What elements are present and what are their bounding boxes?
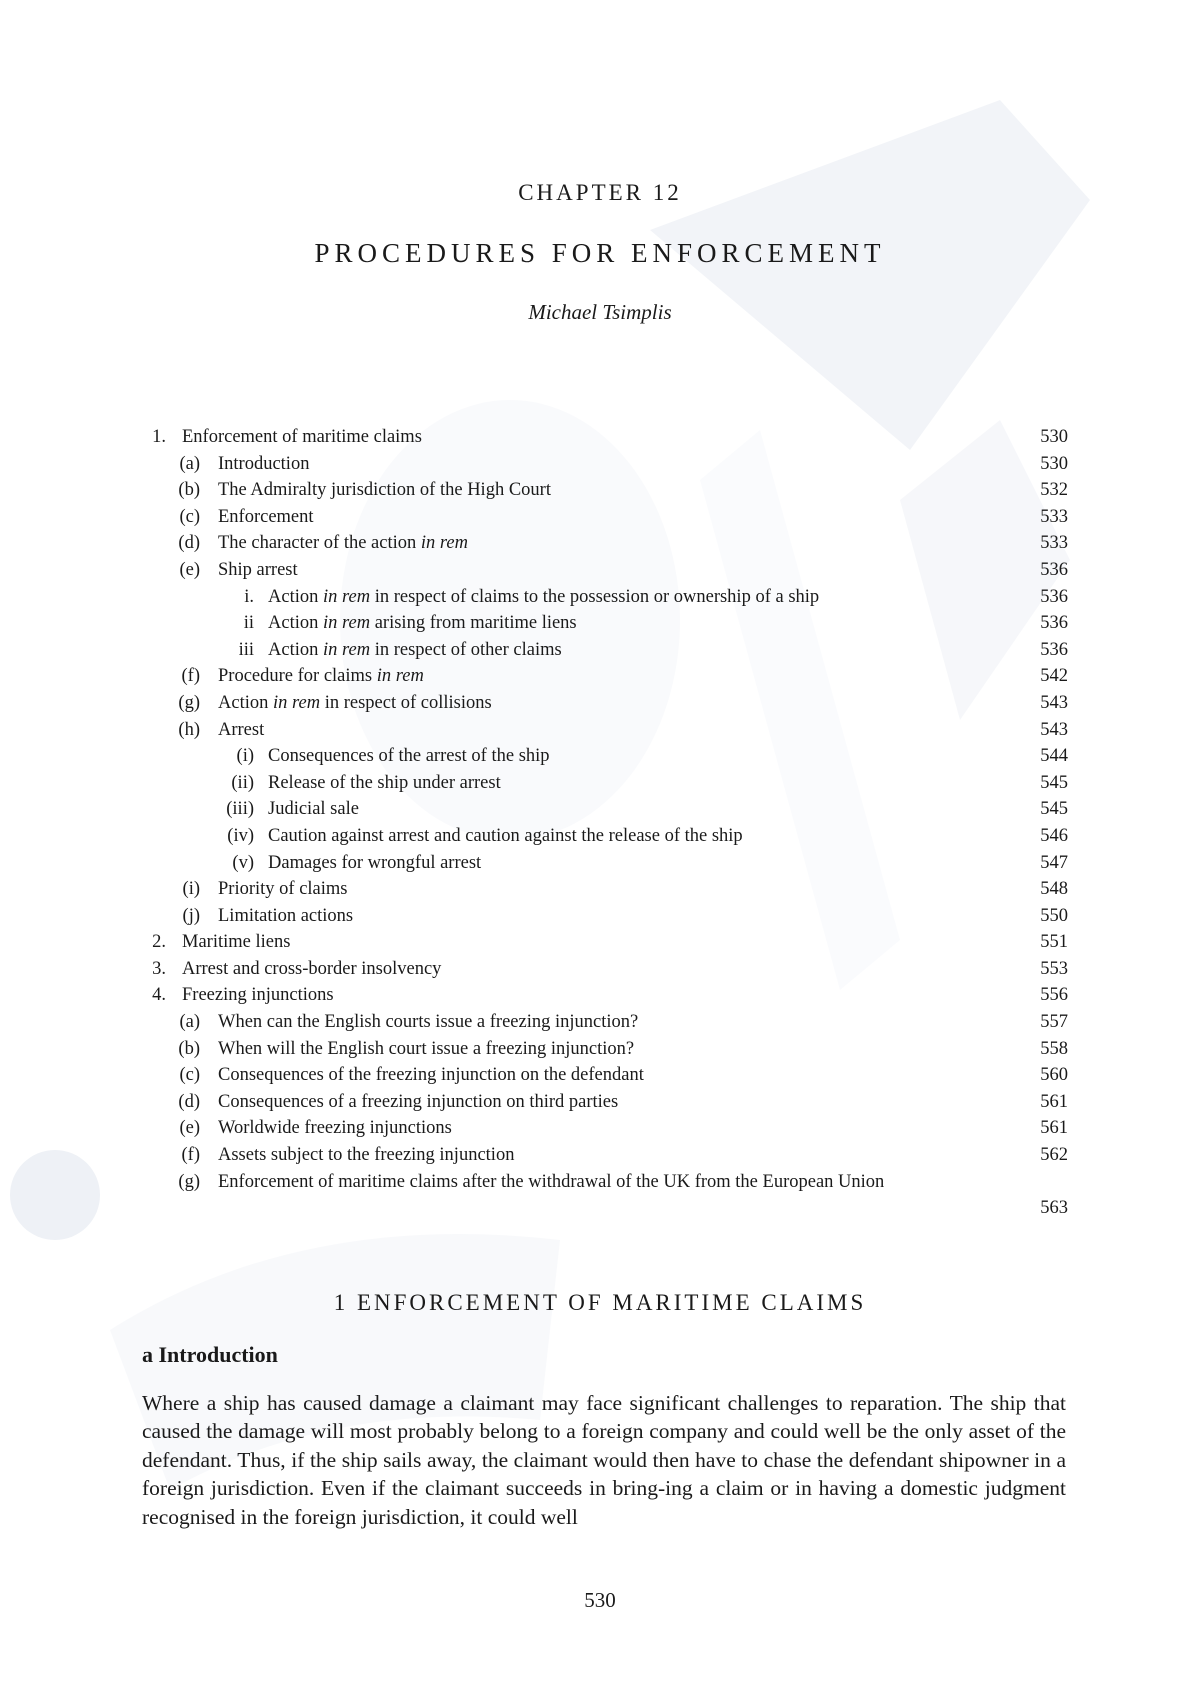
chapter-title: PROCEDURES FOR ENFORCEMENT	[314, 238, 886, 268]
toc-entry-page: 530	[1040, 427, 1068, 447]
toc-entry-title: Enforcement of maritime claims	[182, 427, 422, 447]
toc-entry-italic: in rem	[376, 666, 424, 687]
toc-entry	[0, 451, 1200, 478]
toc-entry-number: (f)	[181, 1145, 200, 1166]
toc-entry	[0, 424, 1200, 451]
toc-entry	[0, 504, 1200, 531]
toc-entry-number: 4.	[152, 985, 166, 1006]
toc-entry-title: Introduction	[218, 453, 310, 474]
toc-entry-number: (iv)	[227, 825, 254, 846]
toc-entry-title: Arrest	[218, 719, 265, 740]
toc-entry-title: Ship arrest	[218, 559, 298, 580]
toc-entry-title: Enforcement	[218, 506, 314, 527]
toc-entry-number: (c)	[179, 506, 200, 527]
toc-entry-page: 557	[1040, 1012, 1068, 1033]
toc-entry	[0, 530, 1200, 557]
toc-entry-title: Enforcement of maritime claims after the withdrawal of the UK from the European Union	[218, 1171, 885, 1192]
toc-entry-title: When will the English court issue a freezing injunction?	[218, 1038, 635, 1059]
toc-entry	[0, 929, 1200, 956]
toc-entry-page: 558	[1040, 1038, 1068, 1059]
toc-entry	[0, 717, 1200, 744]
toc-entry-number: (b)	[178, 480, 200, 501]
sub-heading: a Introduction	[142, 1342, 278, 1367]
toc-entry-title: Limitation actions	[218, 905, 354, 926]
chapter-label: CHAPTER 12	[518, 180, 682, 205]
toc-entry-title: Action in rem in respect of claims to the possession or ownership of a ship	[268, 586, 820, 607]
toc-entry	[0, 770, 1200, 797]
toc-entry	[0, 637, 1200, 664]
table-of-contents	[0, 424, 1200, 1222]
toc-entry-page: 533	[1040, 506, 1068, 527]
toc-entry-title: Judicial sale	[268, 799, 359, 820]
toc-entry	[0, 610, 1200, 637]
toc-entry-number: (a)	[179, 453, 200, 474]
toc-entry-page: 536	[1040, 613, 1068, 634]
toc-entry-number: 3.	[152, 958, 166, 979]
toc-entry-number: iii	[238, 639, 254, 660]
toc-entry-page: 533	[1040, 533, 1068, 554]
toc-entry-italic: in rem	[322, 613, 371, 634]
toc-entry-page: 546	[1040, 825, 1068, 846]
toc-entry-page: 536	[1040, 559, 1068, 580]
toc-entry	[0, 584, 1200, 611]
toc-entry-title: Action in rem in respect of other claims	[268, 639, 562, 660]
toc-entry-title: Maritime liens	[182, 932, 291, 953]
toc-entry-number: (a)	[179, 1012, 200, 1033]
toc-entry-title: Worldwide freezing injunctions	[218, 1118, 452, 1139]
body-paragraph: Where a ship has caused damage a claimant may face significant challenges to reparation. The ship that caused the damage will most probably belong to a foreign company and could well be the only asset of the defendant. Thus, if the ship sails away, the claimant would then have to chase the defendant shipowner in a foreign jurisdiction. Even if the claimant succeeds in bring-ing a claim or in having a domestic judgment recognised in the foreign jurisdiction, it could well	[142, 1391, 1066, 1529]
toc-entry	[0, 1089, 1200, 1116]
toc-entry-number: (d)	[178, 533, 200, 554]
toc-entry-italic: in rem	[322, 586, 371, 607]
toc-entry-title: Assets subject to the freezing injunction	[218, 1145, 515, 1166]
toc-entry-page: 561	[1040, 1118, 1068, 1139]
toc-entry	[0, 982, 1200, 1009]
toc-entry-title: Caution against arrest and caution against the release of the ship	[268, 825, 743, 846]
toc-entry-number: 1.	[152, 427, 166, 447]
toc-entry-italic: in rem	[420, 533, 468, 554]
toc-entry	[0, 743, 1200, 770]
toc-entry-title: Action in rem arising from maritime liens	[268, 613, 577, 634]
toc-entry-title: Priority of claims	[218, 879, 348, 900]
toc-entry	[0, 850, 1200, 877]
toc-entry-page: 530	[1040, 453, 1068, 474]
toc-entry-italic: in rem	[322, 639, 371, 660]
toc-entry-number: (j)	[182, 905, 200, 926]
toc-entry	[0, 823, 1200, 850]
toc-entry-title: Consequences of the freezing injunction on the defendant	[218, 1065, 644, 1086]
toc-entry-title: Action in rem in respect of collisions	[218, 692, 492, 713]
toc-entry-page: 551	[1040, 932, 1068, 953]
section-heading: 1 ENFORCEMENT OF MARITIME CLAIMS	[333, 1290, 867, 1315]
toc-entry-page: 543	[1040, 719, 1068, 740]
toc-entry-number: (v)	[232, 852, 254, 873]
toc-entry-title: Consequences of a freezing injunction on third parties	[218, 1091, 619, 1112]
toc-entry-title: Damages for wrongful arrest	[268, 852, 482, 873]
toc-entry-number: (e)	[179, 559, 200, 580]
toc-entry	[0, 1169, 1200, 1222]
toc-entry	[0, 1142, 1200, 1169]
toc-entry-title: Procedure for claims in rem	[218, 666, 424, 687]
toc-entry-page: 553	[1040, 958, 1068, 979]
toc-entry-number: (g)	[178, 1171, 200, 1192]
toc-entry	[0, 1062, 1200, 1089]
toc-entry	[0, 796, 1200, 823]
toc-entry-title: Arrest and cross-border insolvency	[182, 958, 442, 979]
toc-entry-number: (iii)	[226, 799, 254, 820]
toc-entry	[0, 876, 1200, 903]
toc-entry-number: i.	[244, 586, 254, 607]
toc-entry-page: 544	[1040, 746, 1068, 767]
toc-entry-number: (ii)	[231, 772, 254, 793]
toc-entry-page: 560	[1040, 1065, 1068, 1086]
toc-entry-number: (c)	[179, 1065, 200, 1086]
toc-entry-page: 556	[1040, 985, 1068, 1006]
toc-entry	[0, 903, 1200, 930]
toc-entry	[0, 1036, 1200, 1063]
toc-entry-page: 547	[1040, 852, 1068, 873]
toc-entry-title: The Admiralty jurisdiction of the High Court	[218, 480, 551, 501]
toc-entry-page: 561	[1040, 1091, 1068, 1112]
toc-entry-title: Release of the ship under arrest	[268, 772, 501, 793]
toc-entry-number: ii	[243, 613, 254, 634]
toc-entry-page: 545	[1040, 799, 1068, 820]
toc-entry-page: 543	[1040, 692, 1068, 713]
toc-entry-number: 2.	[152, 932, 166, 953]
toc-entry-number: (b)	[178, 1038, 200, 1059]
toc-entry-title: The character of the action in rem	[218, 533, 468, 554]
toc-entry	[0, 1115, 1200, 1142]
toc-entry-page: 545	[1040, 772, 1068, 793]
author-name: Michael Tsimplis	[528, 300, 672, 324]
toc-entry	[0, 477, 1200, 504]
toc-entry-page: 532	[1040, 480, 1068, 501]
toc-entry	[0, 1009, 1200, 1036]
toc-entry-number: (f)	[181, 666, 200, 687]
toc-entry-number: (h)	[178, 719, 200, 740]
toc-entry-page: 550	[1040, 905, 1068, 926]
toc-entry	[0, 557, 1200, 584]
toc-entry-number: (g)	[178, 692, 200, 713]
toc-entry-number: (i)	[236, 746, 254, 767]
toc-entry	[0, 956, 1200, 983]
toc-entry-italic: in rem	[272, 692, 321, 713]
toc-entry-number: (i)	[182, 879, 200, 900]
toc-entry-page: 542	[1040, 666, 1068, 687]
page-number: 530	[584, 1588, 616, 1612]
toc-entry-page: 562	[1040, 1145, 1068, 1166]
toc-entry-page: 536	[1040, 586, 1068, 607]
toc-entry-page: 536	[1040, 639, 1068, 660]
toc-entry-number: (d)	[178, 1091, 200, 1112]
toc-entry	[0, 690, 1200, 717]
toc-entry-page: 548	[1040, 879, 1068, 900]
toc-entry-title: Freezing injunctions	[182, 985, 334, 1006]
toc-entry-title: Consequences of the arrest of the ship	[268, 746, 550, 767]
toc-entry-page: 563	[1040, 1198, 1068, 1219]
toc-entry-title: When can the English courts issue a freezing injunction?	[218, 1012, 639, 1033]
toc-entry-number: (e)	[179, 1118, 200, 1139]
toc-entry	[0, 663, 1200, 690]
